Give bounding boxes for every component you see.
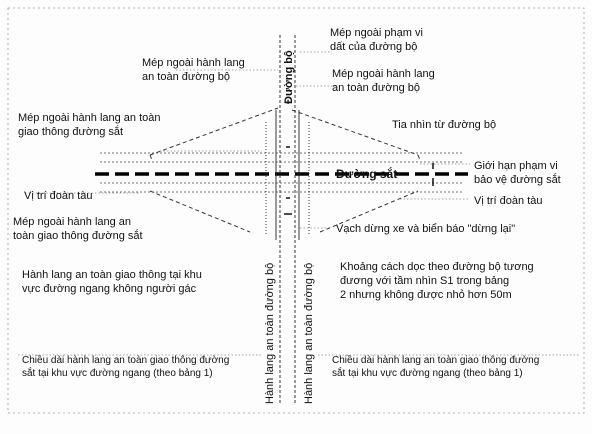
rail-corridor-bottom-label: Mép ngoài hành lang an toàn giao thông đường sắt — [13, 216, 143, 242]
road-vertical-label: Đường bộ — [283, 50, 295, 104]
road-corridor-right-label: Mép ngoài hành lang an toàn đường bộ — [332, 68, 435, 94]
sight-ray-label: Tia nhìn từ đường bộ — [392, 119, 497, 131]
corridor-length-left-label: Chiều dài hành lang an toàn giao thông đường sắt tại khu vực đường ngang (theo bảng 1) — [22, 355, 230, 379]
rail-protection-limit-label: Giới hạn phạm vi bảo vệ đường sắt — [474, 160, 561, 186]
longitudinal-distance-label: Khoảng cách dọc theo đường bộ tương đương với tầm nhìn S1 trong bảng 2 nhưng không được nhỏ hơn 50m — [340, 261, 534, 301]
corridor-length-right-label: Chiều dài hành lang an toàn giao thông đường sắt tại khu vực đường ngang (theo bảng 1) — [332, 355, 540, 379]
stop-line-sign-label: Vạch dừng xe và biển báo "dừng lại" — [336, 223, 516, 235]
railway-label: Đường sắt — [336, 167, 398, 181]
road-corridor-vertical-right-label: Hành lang an toàn đường bộ — [303, 262, 315, 404]
road-boundary-label: Mép ngoài phạm vi dất của đường bộ — [330, 27, 423, 53]
unguarded-crossing-corridor-label: Hành lang an toàn giao thông tại khu vực đường ngang không người gác — [22, 269, 202, 295]
train-position-left-label: Vị trí đoàn tàu — [24, 190, 93, 202]
rail-corridor-top-label: Mép ngoài hành lang an toàn giao thông đường sắt — [18, 112, 161, 138]
train-position-right-label: Vị trí đoàn tàu — [474, 195, 543, 207]
road-corridor-vertical-left-label: Hành lang an toàn đường bộ — [264, 262, 276, 404]
road-corridor-left-label: Mép ngoài hành lang an toàn đường bộ — [142, 57, 245, 83]
diagram-border — [8, 8, 584, 413]
